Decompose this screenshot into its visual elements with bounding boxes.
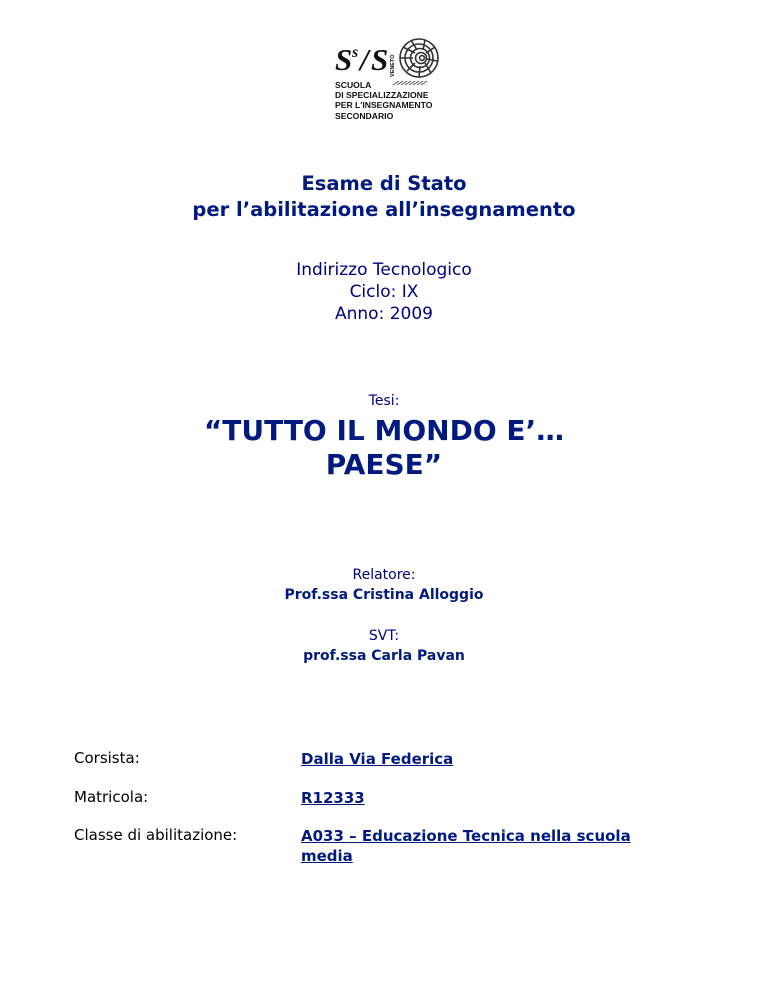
corsista-label: Corsista: bbox=[74, 749, 140, 767]
thesis-title-line-1: “TUTTO IL MONDO E’… bbox=[203, 414, 565, 447]
relatore-block bbox=[0, 565, 768, 605]
relatore-label: Relatore: bbox=[352, 567, 416, 583]
corsista-value: Dalla Via Federica bbox=[301, 750, 454, 768]
ciclo-text: Ciclo: IX bbox=[349, 282, 419, 302]
indirizzo-text: Indirizzo Tecnologico bbox=[296, 260, 472, 280]
svg-text:s: s bbox=[352, 44, 359, 61]
logo-line-2: DI SPECIALIZZAZIONE bbox=[335, 90, 429, 101]
matricola-value: R12333 bbox=[301, 789, 365, 807]
relatore-name: Prof.ssa Cristina Alloggio bbox=[284, 587, 484, 603]
thesis-label: Tesi: bbox=[368, 393, 400, 409]
svt-label: SVT: bbox=[368, 628, 400, 644]
logo-line-3: PER L'INSEGNAMENTO bbox=[335, 100, 433, 111]
svg-text:VENETO: VENETO bbox=[390, 54, 396, 77]
logo-line-4: SECONDARIO bbox=[335, 110, 394, 121]
thesis-title bbox=[0, 414, 768, 482]
logo-subtitle bbox=[335, 80, 432, 121]
thesis-title-line-2: PAESE” bbox=[325, 448, 443, 481]
svg-text:S: S bbox=[371, 42, 389, 77]
anno-text: Anno: 2009 bbox=[335, 304, 433, 324]
classe-label: Classe di abilitazione: bbox=[74, 826, 238, 844]
svg-text:/: / bbox=[360, 42, 369, 77]
svg-text:S: S bbox=[335, 42, 353, 77]
title-line-2: per l’abilitazione all’insegnamento bbox=[192, 198, 576, 221]
title-line-1: Esame di Stato bbox=[301, 172, 467, 195]
svt-block bbox=[0, 626, 768, 666]
matricola-label: Matricola: bbox=[74, 788, 149, 806]
svt-name: prof.ssa Carla Pavan bbox=[303, 648, 465, 664]
school-logo bbox=[333, 37, 441, 127]
document-title bbox=[0, 171, 768, 223]
logo-line-1: SCUOLA bbox=[335, 80, 372, 90]
exam-info bbox=[0, 259, 768, 325]
classe-value: A033 – Educazione Tecnica nella scuola media bbox=[301, 827, 631, 865]
